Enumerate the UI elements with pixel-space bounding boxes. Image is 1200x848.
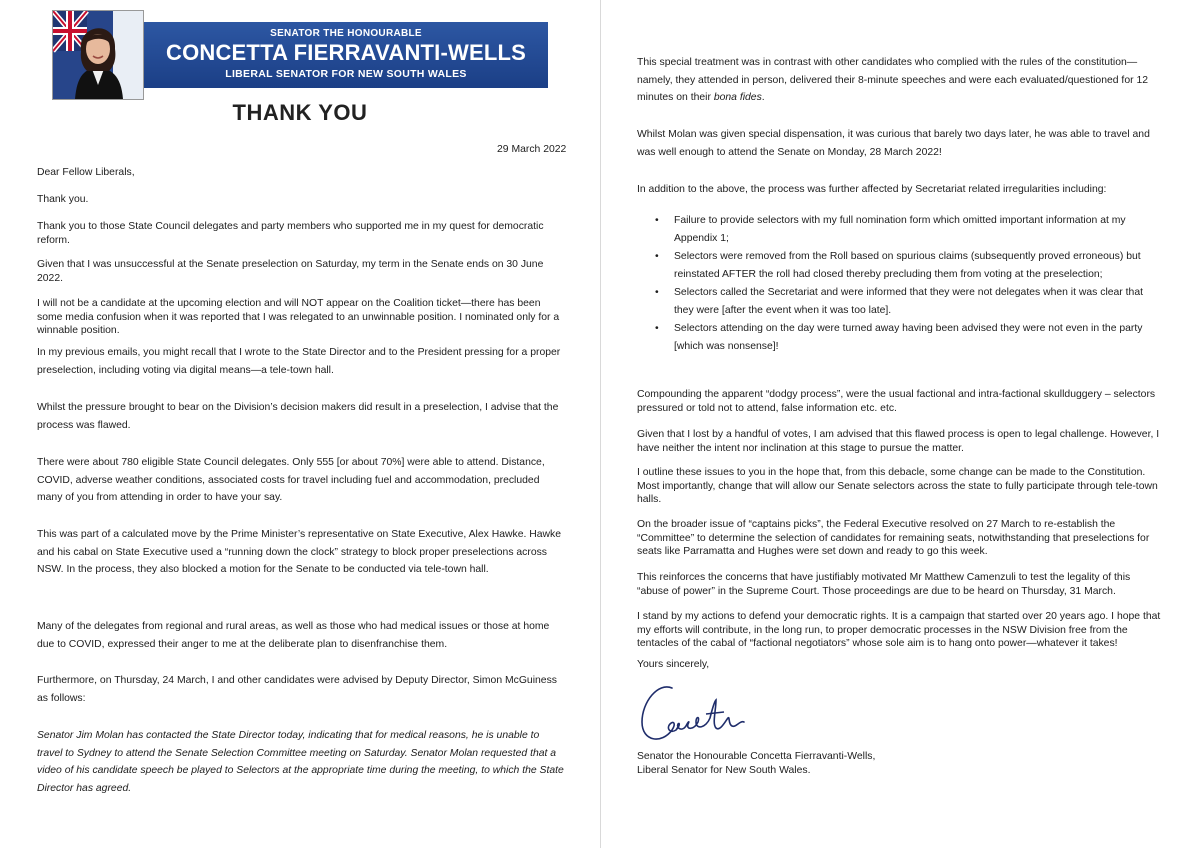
senator-photo [52, 10, 144, 100]
paragraph: There were about 780 eligible State Council delegates. Only 555 [or about 70%] were able to attend. Distance, COVID, adverse weather conditions, associated costs for travel including fuel and accommodation, precluded many of you from attending in order to have your say. [37, 457, 545, 503]
paragraph: Furthermore, on Thursday, 24 March, I and other candidates were advised by Deputy Director, Simon McGuiness as follows: [37, 675, 557, 704]
paragraph: In addition to the above, the process was further affected by Secretariat related irregularities including: [637, 184, 1107, 195]
signatory-title: Liberal Senator for New South Wales. [637, 765, 811, 776]
paragraph: I outline these issues to you in the hope that, from this debacle, some change can be made to the Constitution. Most importantly, change that will allow our Senate selectors across the state to fully participate through tele-town halls. [637, 467, 1158, 505]
letterhead-honorific: SENATOR THE HONOURABLE [270, 28, 422, 39]
list-item: • Selectors attending on the day were turned away having been advised they were not even in the party [which was nonsense]! [640, 320, 1160, 355]
paragraph: Whilst the pressure brought to bear on the Division’s decision makers did result in a preselection, I advise that the process was flawed. [37, 402, 559, 431]
quoted-email: Senator Jim Molan has contacted the State Director today, indicating that for medical reasons, he is unable to travel to Sydney to attend the Senate Selection Committee meeting on Saturday. Senator Molan requested that a video of his candidate speech be played to Selectors at the appropriate time during the meeting, to which the State Director has agreed. [37, 730, 564, 794]
letter-date: 29 March 2022 [497, 144, 567, 155]
paragraph: Given that I lost by a handful of votes, I am advised that this flawed process is open to legal challenge. However, I have neither the intent nor inclination at this stage to pursue the matter. [637, 429, 1160, 454]
paragraph: This was part of a calculated move by the Prime Minister’s representative on State Executive, Alex Hawke. Hawke and his cabal on State Executive used a “running down the clock” strategy to block proper preselections across NSW. In the process, they also blocked a motion for the Senate to be conducted via tele-town hall. [37, 529, 562, 575]
signatory-name: Senator the Honourable Concetta Fierravanti-Wells, [637, 751, 876, 762]
list-item: • Failure to provide selectors with my full nomination form which omitted important information at my Appendix 1; [640, 212, 1160, 247]
letterhead-title-bar [144, 22, 548, 88]
paragraph: Whilst Molan was given special dispensation, it was curious that barely two days later, he was able to travel and was well enough to attend the Senate on Monday, 28 March 2022! [637, 129, 1150, 158]
closing: Yours sincerely, [637, 659, 710, 670]
paragraph: This reinforces the concerns that have justifiably motivated Mr Matthew Camenzuli to test the legality of this “abuse of power” in the Supreme Court. Those proceedings are due to be heard on Thursday, 31 March. [637, 572, 1131, 597]
letterhead-banner [52, 10, 548, 98]
letterhead-name: CONCETTA FIERRAVANTI-WELLS [165, 40, 526, 65]
emphasis-text: bona fides [713, 92, 762, 103]
paragraph [637, 54, 1165, 107]
list-item: • Selectors were removed from the Roll based on spurious claims (subsequently proved erroneous) but reinstated AFTER the roll had closed thereby precluding them from voting at the preselection; [640, 248, 1160, 283]
paragraph-text: . [761, 92, 765, 103]
list-item: • Selectors called the Secretariat and were informed that they were not delegates when it was clear that they were [after the event when it was too late]. [640, 284, 1160, 319]
irregularities-list [640, 212, 1160, 356]
paragraph: In my previous emails, you might recall that I wrote to the State Director and to the President pressing for a proper preselection, including voting via digital means—a tele-town hall. [37, 347, 561, 376]
paragraph: Given that I was unsuccessful at the Senate preselection on Saturday, my term in the Senate ends on 30 June 2022. [37, 259, 544, 284]
letter-title: THANK YOU [232, 100, 368, 125]
paragraph-text: This special treatment was in contrast with other candidates who complied with the rules of the constitution—namely, they attended in person, delivered their 8-minute speeches and were each evaluated/questioned for 12 minutes on their [637, 57, 1149, 103]
paragraph: I stand by my actions to defend your democratic rights. It is a campaign that started over 20 years ago. I hope that my efforts will contribute, in the long run, to proper democratic processes in the NSW Division free from the tentacles of the cabal of “factional negotiators” whose sole aim is to hang onto power—whatever it takes! [637, 611, 1161, 649]
paragraph: Thank you to those State Council delegates and party members who supported me in my quest for democratic reform. [37, 221, 544, 246]
paragraph: Many of the delegates from regional and rural areas, as well as those who had medical issues or those at home due to COVID, expressed their anger to me at the deliberate plan to disenfranchise them. [37, 621, 550, 650]
paragraph: I will not be a candidate at the upcoming election and will NOT appear on the Coalition ticket—there has been some media confusion when it was reported that I was relegated to an unwinnable position. I nominated only for a winnable position. [37, 298, 560, 336]
portrait-image [53, 11, 143, 99]
paragraph: Compounding the apparent “dodgy process”, were the usual factional and intra-factional skullduggery – selectors pressured or told not to attend, false information etc. etc. [637, 389, 1156, 414]
paragraph: Thank you. [37, 194, 89, 205]
handwritten-signature [636, 680, 756, 750]
paragraph: On the broader issue of “captains picks”, the Federal Executive resolved on 27 March to re-establish the “Committee” to determine the selection of candidates for remaining seats, notwithstanding that preselections for seats like Parramatta and Hughes were set down and ready to go this week. [637, 519, 1150, 557]
salutation: Dear Fellow Liberals, [37, 167, 135, 178]
letterhead-position: LIBERAL SENATOR FOR NEW SOUTH WALES [225, 68, 467, 80]
